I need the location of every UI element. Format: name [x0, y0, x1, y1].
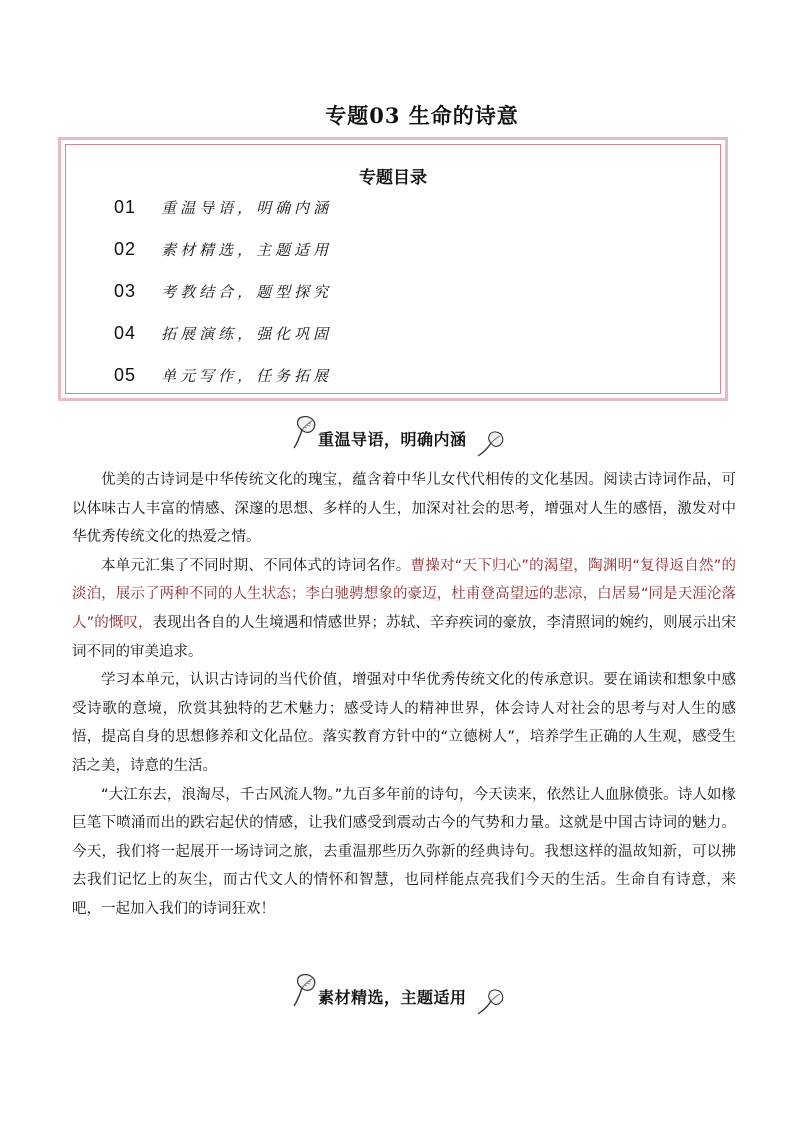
paragraph-text: 表现出各自的人生境遇和情感世界；苏轼、辛弃疾词的豪放，李清照词的婉约，则展示出宋词不同的审美追求。	[72, 614, 736, 660]
toc-item-03[interactable]	[114, 281, 332, 302]
toc-item-01[interactable]	[114, 197, 332, 218]
leaf-icon	[290, 974, 320, 1012]
toc-item-text: 单元写作，任务拓展	[161, 367, 333, 385]
leaf-icon	[476, 988, 506, 1020]
section-heading: 素材精选，主题适用	[318, 988, 467, 1007]
toc-item-number: 01	[114, 197, 137, 217]
paragraph: 优美的古诗词是中华传统文化的瑰宝，蕴含着中华儿女代代相传的文化基因。阅读古诗词作品，可以体味古人丰富的情感、深邃的思想、多样的人生，加深对社会的思考，增强对人生的感悟，激发对中华优秀传统文化的热爱之情。	[72, 472, 736, 546]
paragraph: “大江东去，浪淘尽，千古风流人物。”九百多年前的诗句，今天读来，依然让人血脉偾张。诗人如椽巨笔下喷涌而出的跌宕起伏的情感，让我们感受到震动古今的气势和力量。这就是中国古诗词的魅力。今天，我们将一起展开一场诗词之旅，去重温那些历久弥新的经典诗句。我想这样的温故知新，可以拂去我们记忆上的灰尘，而古代文人的情怀和智慧，也同样能点亮我们今天的生活。生命自有诗意，来吧，一起加入我们的诗词狂欢！	[72, 786, 736, 917]
toc-item-text: 拓展演练，强化巩固	[161, 325, 333, 343]
toc-item-text: 重温导语，明确内涵	[161, 199, 333, 217]
page-title: 专题03 生命的诗意	[325, 103, 519, 128]
toc-item-text: 考教结合，题型探究	[161, 283, 333, 301]
section-heading: 重温导语，明确内涵	[318, 430, 467, 449]
section-banner-intro	[0, 416, 794, 460]
leaf-icon	[290, 416, 320, 454]
paragraph-text: 本单元汇集了不同时期、不同体式的诗词名作。	[101, 557, 411, 574]
intro-body	[72, 466, 736, 924]
toc-item-05[interactable]	[114, 365, 332, 386]
leaf-icon	[476, 430, 506, 462]
paragraph	[72, 552, 736, 666]
toc-item-04[interactable]	[114, 323, 332, 344]
toc-inner-border	[65, 144, 721, 394]
toc-item-text: 素材精选，主题适用	[161, 241, 333, 259]
toc-item-02[interactable]	[114, 239, 332, 260]
paragraph: 学习本单元，认识古诗词的当代价值，增强对中华优秀传统文化的传承意识。要在诵读和想象中感受诗歌的意境，欣赏其独特的艺术魅力；感受诗人的精神世界，体会诗人对社会的思考与对人生的感悟，提高自身的思想修养和文化品位。落实教育方针中的“立德树人”，培养学生正确的人生观，感受生活之美，诗意的生活。	[72, 672, 736, 774]
toc-item-number: 02	[114, 239, 137, 259]
toc-heading: 专题目录	[359, 168, 427, 188]
toc-item-number: 03	[114, 281, 137, 301]
highlighted-text: 曹操对“天下归心”的渴望，陶渊明“复得返自然”的淡泊，展示了两种不同的人生状态；李白驰骋想象的豪迈，杜甫登高望远的悲凉，白居易“同是天涯沦落人”的慨叹，	[72, 557, 737, 631]
toc-box	[58, 137, 728, 401]
section-banner-material	[0, 974, 794, 1018]
toc-item-number: 05	[114, 365, 137, 385]
toc-item-number: 04	[114, 323, 137, 343]
